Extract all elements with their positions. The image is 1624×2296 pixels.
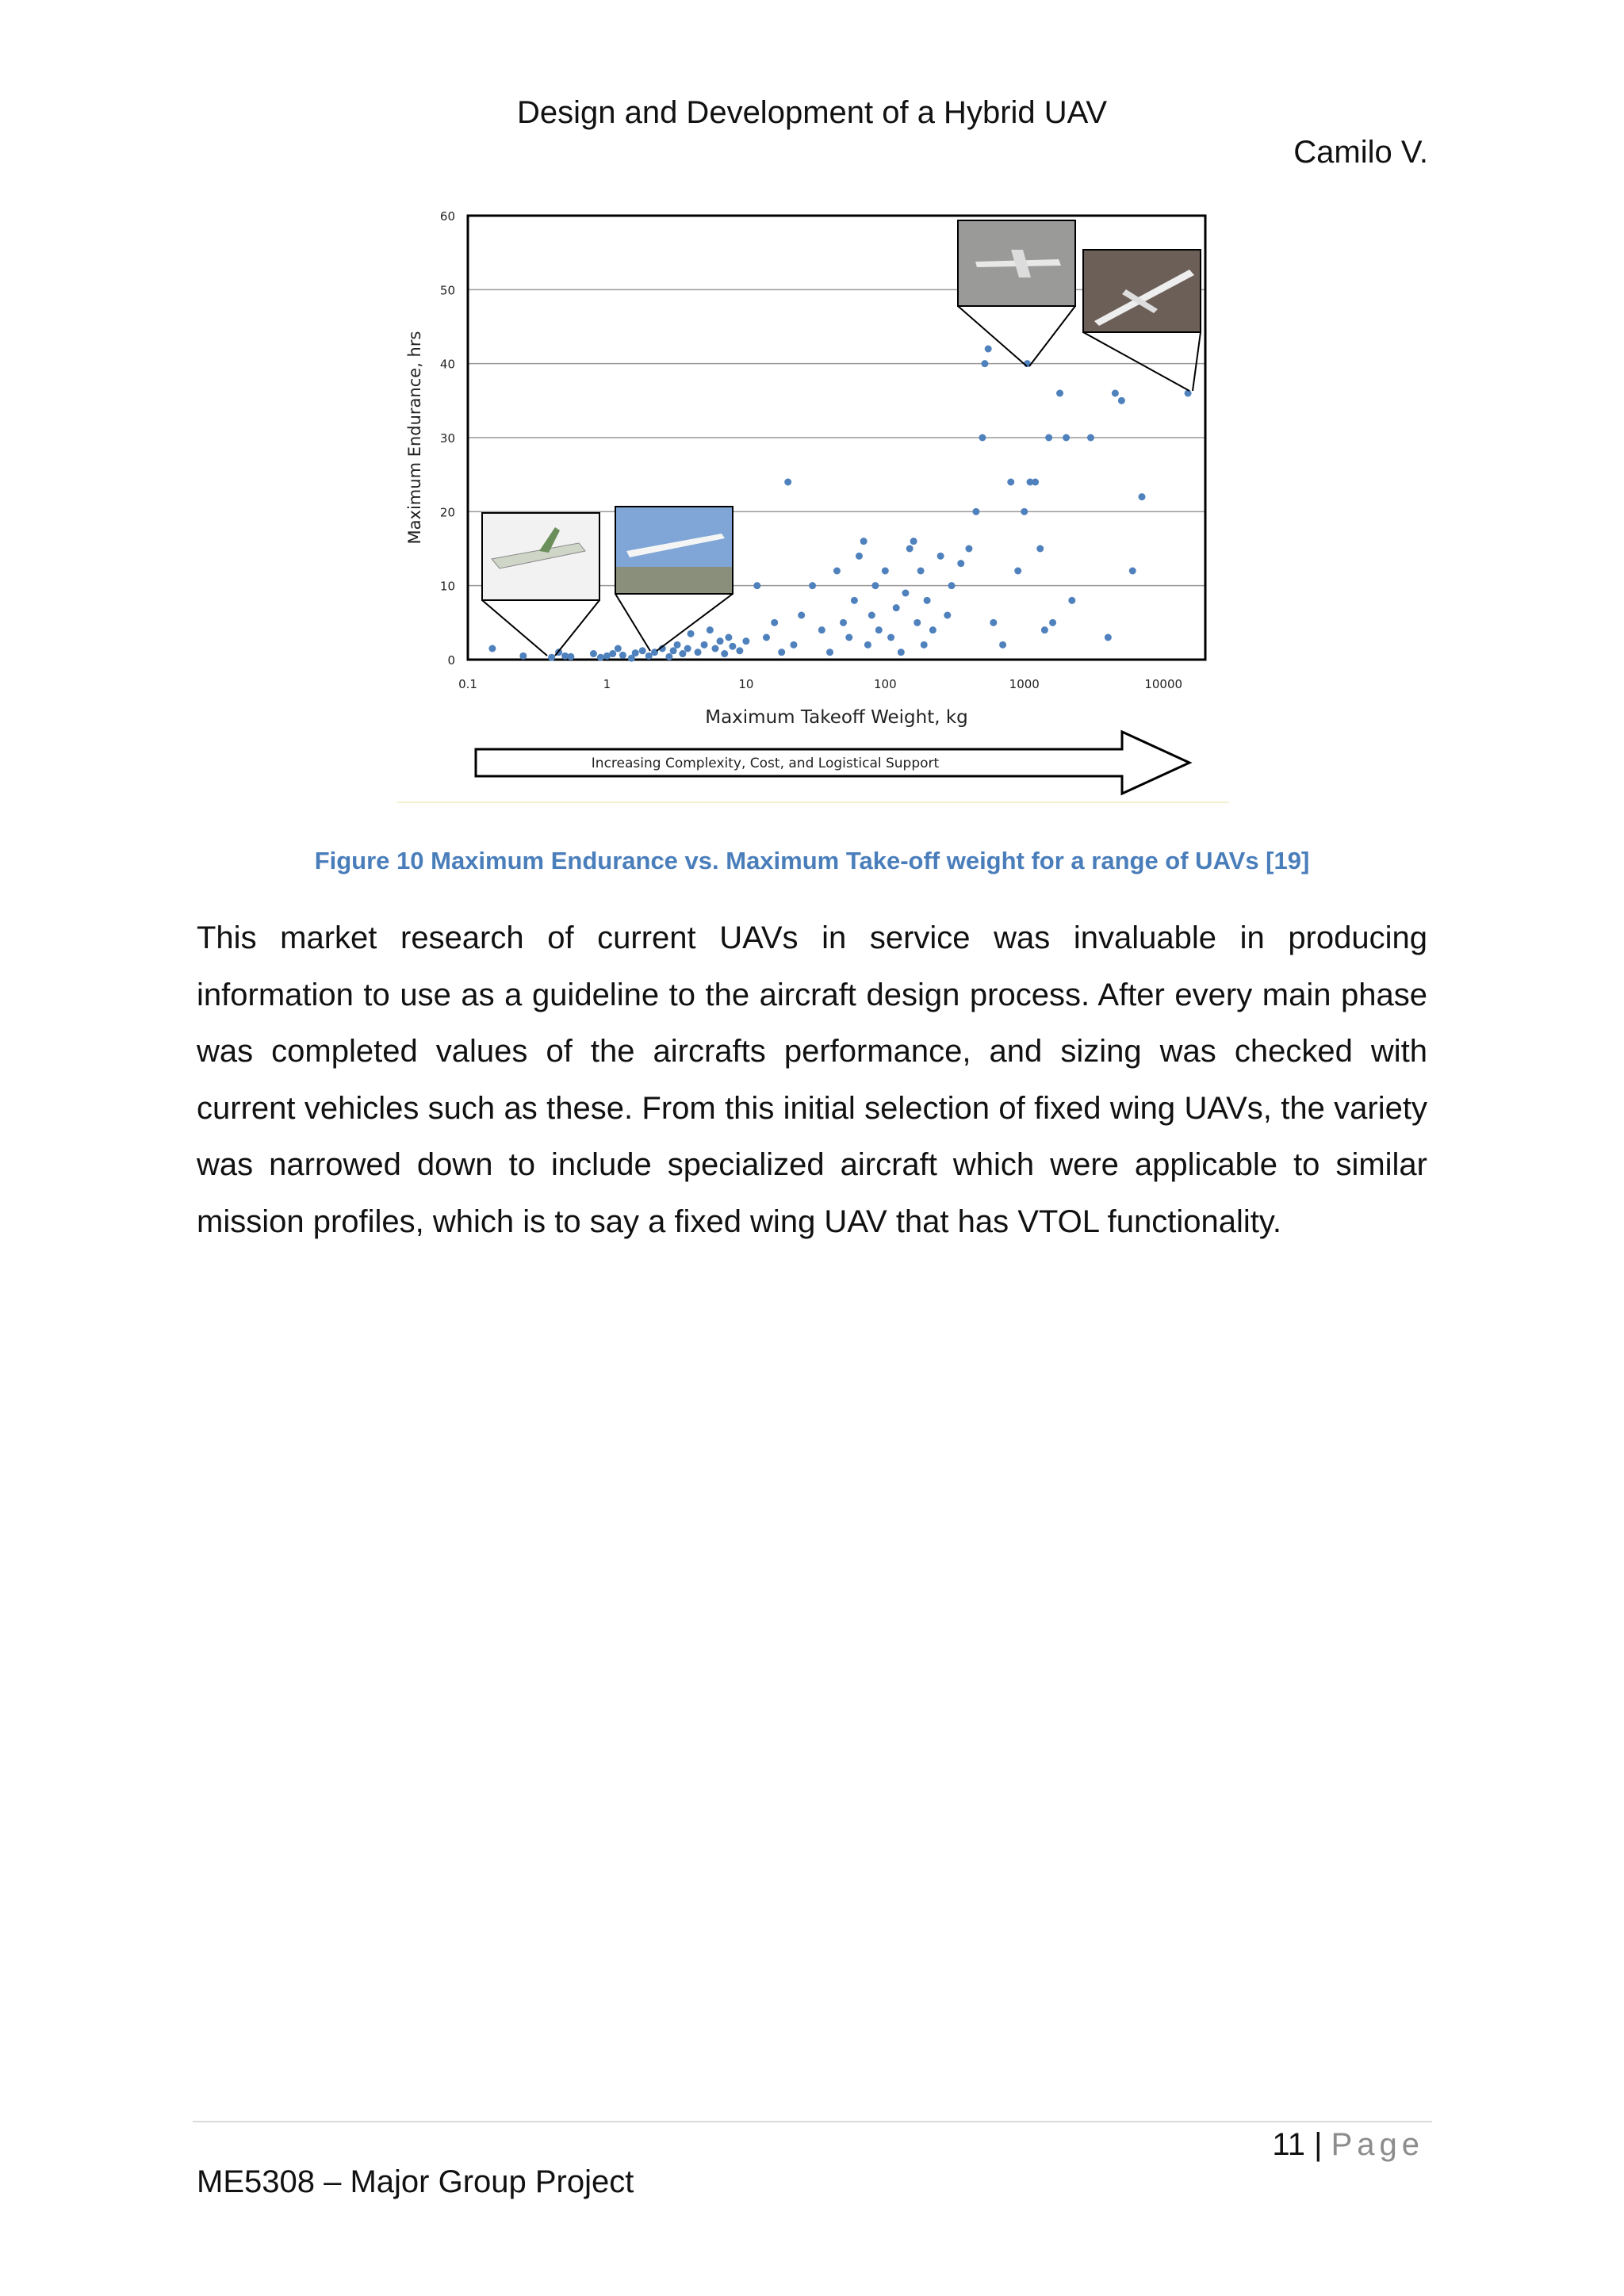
- data-point: [701, 641, 708, 649]
- data-point: [1118, 397, 1125, 404]
- footer-project-title: ME5308 – Major Group Project: [197, 2164, 634, 2199]
- data-point: [790, 641, 797, 649]
- data-point: [717, 637, 724, 645]
- y-axis-label: Maximum Endurance, hrs: [405, 331, 424, 545]
- y-tick-label: 20: [439, 505, 455, 520]
- complexity-arrow-label: Increasing Complexity, Cost, and Logistical Support: [591, 756, 940, 771]
- data-point: [1014, 568, 1021, 575]
- data-point: [833, 568, 841, 575]
- figure-endurance-vs-weight: [396, 202, 1229, 805]
- y-tick-label: 60: [439, 209, 455, 224]
- data-point: [898, 649, 905, 656]
- data-point: [868, 612, 875, 619]
- data-point: [972, 508, 979, 515]
- data-point: [1041, 626, 1048, 633]
- data-point: [944, 612, 951, 619]
- body-paragraph: This market research of current UAVs in service was invaluable in producing information to use as a guideline to the aircraft design process. After every main phase was completed values of the aircrafts performance, and sizing was checked with current vehicles such as these. From this initial selection of fixed wing UAVs, the variety was narrowed down to include specialized aircraft which were applicable to similar mission profiles, which is to say a fixed wing UAV that has VTOL functionality.: [197, 920, 1427, 1239]
- x-tick-labels: [458, 677, 1182, 691]
- y-tick-label: 0: [447, 653, 455, 668]
- data-point: [597, 654, 604, 661]
- data-point: [798, 612, 805, 619]
- data-point: [965, 545, 972, 553]
- data-point: [1112, 390, 1119, 397]
- data-point: [910, 538, 917, 545]
- data-point: [887, 634, 894, 641]
- data-point: [548, 654, 555, 661]
- data-point: [674, 641, 681, 649]
- data-point: [771, 619, 778, 626]
- data-point: [695, 649, 702, 656]
- data-point: [742, 637, 749, 645]
- data-point: [707, 626, 714, 633]
- data-point: [1087, 434, 1094, 442]
- data-point: [609, 650, 616, 657]
- data-point: [921, 641, 928, 649]
- callout-small-uav-2: [615, 507, 733, 651]
- data-point: [1032, 479, 1039, 486]
- x-tick-label: 10: [738, 677, 754, 691]
- data-point: [948, 582, 956, 589]
- data-point: [1036, 545, 1044, 553]
- data-point: [721, 650, 728, 657]
- callout-small-uav-1: [482, 513, 599, 656]
- data-point: [893, 604, 900, 611]
- data-point: [1056, 390, 1063, 397]
- data-point: [882, 568, 889, 575]
- data-point: [632, 649, 639, 656]
- data-point: [1049, 619, 1056, 626]
- data-point: [615, 645, 622, 652]
- data-point: [979, 434, 986, 442]
- data-point: [845, 634, 852, 641]
- data-point: [1021, 508, 1028, 515]
- data-point: [639, 647, 646, 654]
- data-point: [818, 626, 825, 633]
- data-point: [1105, 634, 1112, 641]
- data-point: [778, 649, 785, 656]
- x-tick-label: 1: [603, 677, 611, 691]
- endurance-scatter-chart: [396, 202, 1229, 805]
- data-point: [679, 650, 686, 657]
- x-tick-label: 1000: [1009, 677, 1040, 691]
- x-axis-label: Maximum Takeoff Weight, kg: [705, 707, 968, 728]
- data-point: [619, 652, 626, 659]
- data-point: [985, 346, 992, 353]
- data-point: [856, 553, 863, 560]
- data-point: [860, 538, 868, 545]
- data-point: [871, 582, 879, 589]
- y-tick-labels: [440, 209, 455, 668]
- data-point: [902, 590, 909, 597]
- data-point: [519, 652, 527, 660]
- data-point: [567, 653, 574, 660]
- data-point: [711, 645, 718, 652]
- x-tick-label: 100: [873, 677, 897, 691]
- running-header-author: Camilo V.: [1293, 135, 1428, 170]
- data-point: [917, 568, 925, 575]
- data-point: [736, 647, 743, 654]
- data-point: [875, 626, 883, 633]
- y-tick-label: 50: [439, 283, 455, 298]
- data-point: [851, 597, 858, 604]
- data-point: [999, 641, 1006, 649]
- data-point: [684, 645, 691, 652]
- y-tick-label: 40: [439, 357, 455, 372]
- page-word: Page: [1331, 2127, 1424, 2162]
- data-point: [1139, 493, 1146, 500]
- data-point: [990, 619, 997, 626]
- data-point: [809, 582, 816, 589]
- data-point: [725, 634, 732, 641]
- y-tick-label: 30: [439, 431, 455, 446]
- data-points: [488, 346, 1191, 662]
- data-point: [670, 647, 677, 654]
- data-point: [864, 641, 871, 649]
- data-point: [981, 360, 988, 367]
- data-point: [763, 634, 770, 641]
- running-header-title: Design and Development of a Hybrid UAV: [516, 95, 1108, 130]
- data-point: [1129, 568, 1136, 575]
- data-point: [729, 643, 736, 650]
- data-point: [784, 479, 791, 486]
- data-point: [937, 553, 944, 560]
- data-point: [957, 560, 964, 567]
- figure-caption: Figure 10 Maximum Endurance vs. Maximum Take-off weight for a range of UAVs [19]: [314, 847, 1310, 874]
- data-point: [1068, 597, 1075, 604]
- data-point: [1063, 434, 1070, 442]
- footer-divider: [193, 2121, 1432, 2122]
- data-point: [488, 645, 496, 652]
- callout-large-uav-2: [1083, 250, 1201, 391]
- callout-large-uav-1: [958, 220, 1075, 366]
- data-point: [840, 619, 847, 626]
- data-point: [753, 582, 760, 589]
- y-tick-label: 10: [439, 579, 455, 594]
- data-point: [590, 650, 597, 657]
- x-tick-label: 10000: [1144, 677, 1183, 691]
- page-number-separator: |: [1304, 2127, 1331, 2162]
- data-point: [914, 619, 921, 626]
- data-point: [688, 630, 695, 637]
- page-number-value: 11: [1272, 2127, 1305, 2162]
- x-tick-label: 0.1: [458, 677, 477, 691]
- data-point: [826, 649, 833, 656]
- data-point: [1007, 479, 1014, 486]
- data-point: [665, 653, 672, 660]
- data-point: [1045, 434, 1052, 442]
- data-point: [929, 626, 936, 633]
- data-point: [906, 545, 914, 553]
- data-point: [924, 597, 931, 604]
- page-number: [1272, 2127, 1424, 2163]
- complexity-arrow: [476, 732, 1189, 794]
